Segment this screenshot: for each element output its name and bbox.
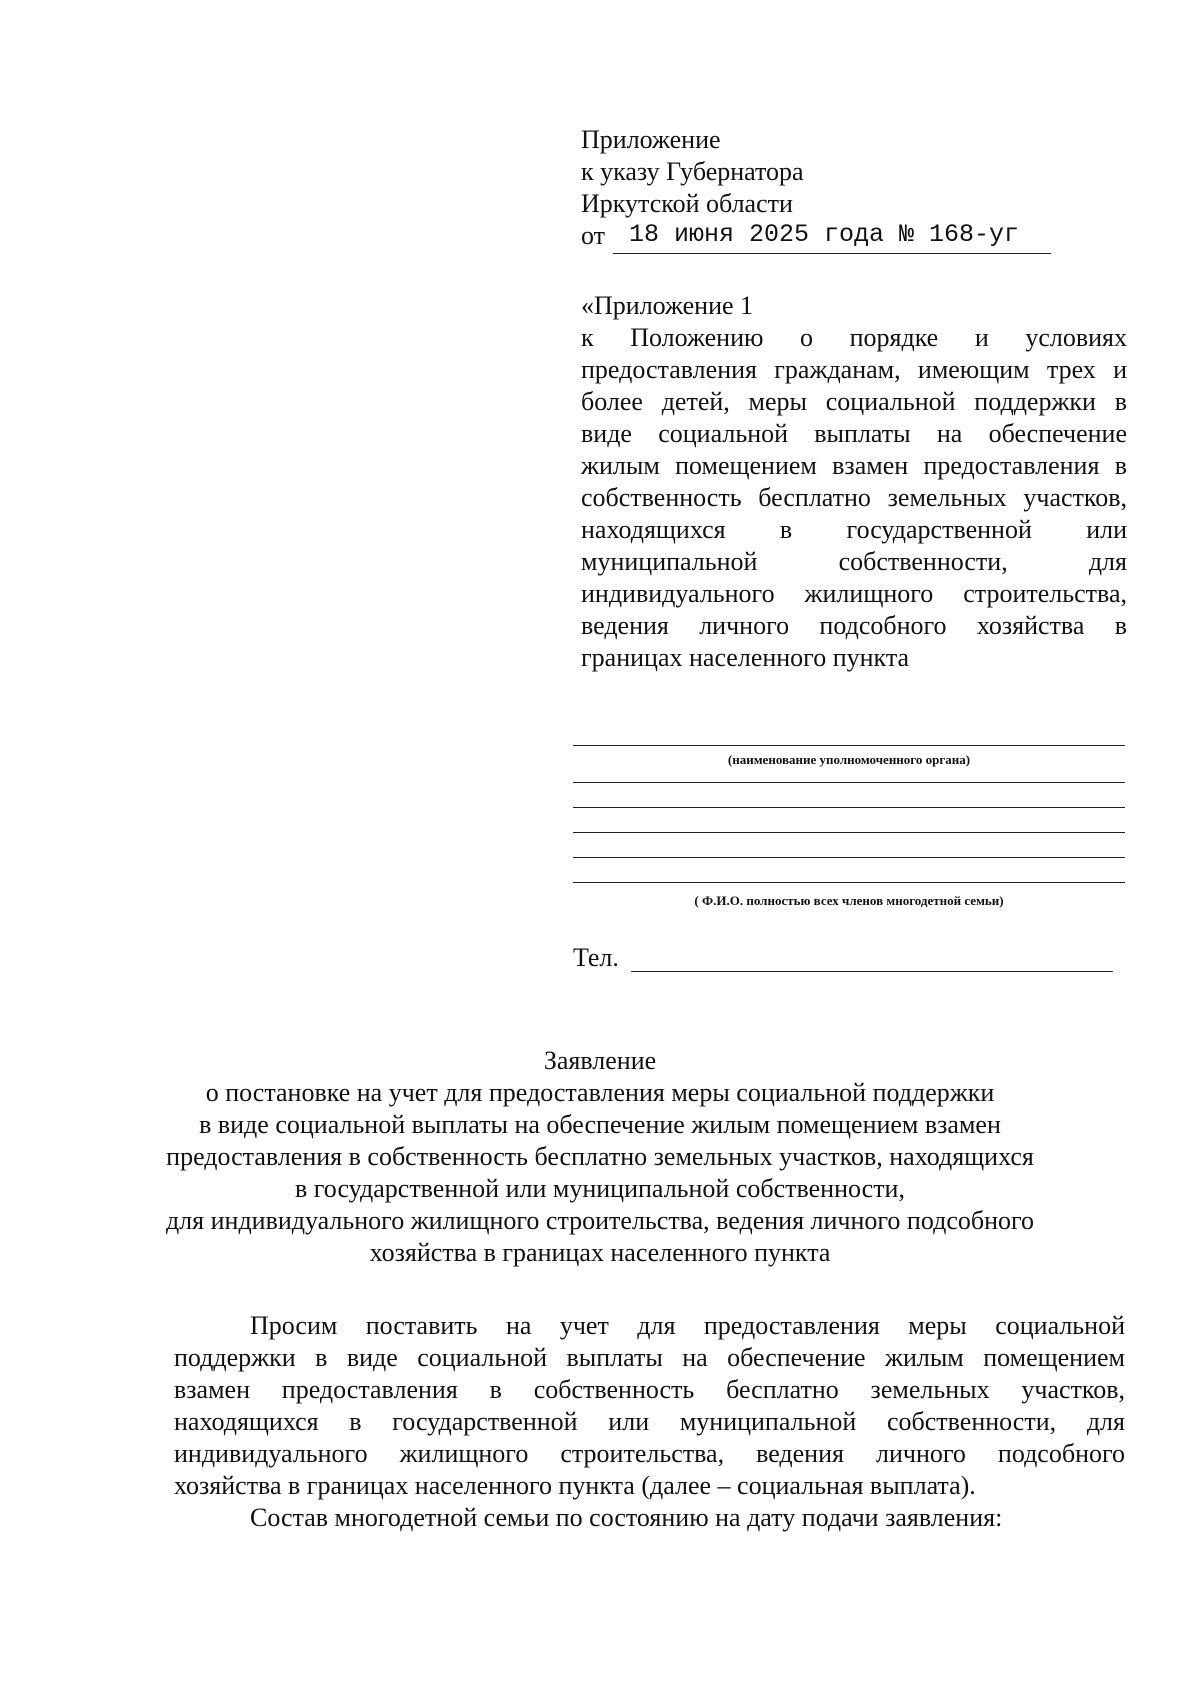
paragraph-line: взамен предоставления в собственность бесплатно земельных участков, xyxy=(174,1375,1125,1404)
date-prefix: от xyxy=(581,221,606,250)
appendix1-line: жилым помещением взамен предоставления в xyxy=(581,451,1127,480)
paragraph-line: хозяйства в границах населенного пункта (далее – социальная выплата). xyxy=(174,1471,976,1500)
appendix1-line: индивидуального жилищного строительства, xyxy=(581,579,1127,608)
appendix1-block xyxy=(581,290,1127,674)
family-name-field xyxy=(573,857,1125,858)
appendix1-line: муниципальной собственности, для xyxy=(581,547,1127,576)
appendix-header-line: к указу Губернатора xyxy=(581,157,804,186)
statement-heading xyxy=(150,1045,1050,1269)
statement-subtitle-line: для индивидуального жилищного строительства, ведения личного подсобного xyxy=(165,1206,1035,1235)
paragraph-line: находящихся в государственной или муниципальной собственности, для xyxy=(174,1407,1125,1436)
appendix1-line: виде социальной выплаты на обеспечение xyxy=(581,419,1127,448)
authority-name-field xyxy=(573,745,1125,746)
appendix-header xyxy=(581,124,1061,254)
request-paragraph xyxy=(174,1310,1125,1502)
family-caption: ( Ф.И.О. полностью всех членов многодетной семьи) xyxy=(694,893,1004,908)
appendix1-title: «Приложение 1 xyxy=(581,291,754,320)
paragraph-line: поддержки в виде социальной выплаты на обеспечение жилым помещением xyxy=(174,1343,1125,1372)
statement-title: Заявление xyxy=(543,1046,657,1075)
appendix1-line: находящихся в государственной или xyxy=(581,515,1127,544)
phone-field xyxy=(631,971,1113,972)
appendix1-line: собственность бесплатно земельных участков, xyxy=(581,483,1127,512)
statement-subtitle-line: в государственной или муниципальной собственности, xyxy=(295,1174,905,1203)
family-composition-paragraph: Состав многодетной семьи по состоянию на дату подачи заявления: xyxy=(250,1503,1003,1532)
appendix-header-line: Иркутской области xyxy=(581,189,793,218)
family-name-field xyxy=(573,782,1125,783)
statement-subtitle-line: хозяйства в границах населенного пункта xyxy=(369,1238,831,1267)
phone-field-row xyxy=(573,942,1113,976)
appendix1-line: более детей, меры социальной поддержки в xyxy=(581,387,1127,416)
family-name-field xyxy=(573,807,1125,808)
authority-caption: (наименование уполномоченного органа) xyxy=(727,752,971,767)
statement-subtitle-line: о постановке на учет для предоставления меры социальной поддержки xyxy=(205,1078,995,1107)
statement-body xyxy=(174,1310,1125,1534)
family-name-field xyxy=(573,882,1125,883)
appendix1-line: ведения личного подсобного хозяйства в xyxy=(581,611,1127,640)
paragraph-line: индивидуального жилищного строительства, ведения личного подсобного xyxy=(174,1439,1125,1468)
appendix1-line: границах населенного пункта xyxy=(581,643,910,672)
phone-label: Тел. xyxy=(573,943,619,972)
appendix1-text xyxy=(581,322,1127,674)
appendix1-line: предоставления гражданам, имеющим трех и xyxy=(581,355,1127,384)
family-name-field xyxy=(573,832,1125,833)
statement-subtitle-line: предоставления в собственность бесплатно земельных участков, находящихся xyxy=(166,1142,1034,1171)
paragraph-line: Просим поставить на учет для предоставления меры социальной xyxy=(250,1311,1125,1340)
appendix1-line: к Положению о порядке и условиях xyxy=(581,323,1127,352)
decree-date-line xyxy=(581,220,1051,254)
appendix-header-line: Приложение xyxy=(581,125,721,154)
decree-date-number: 18 июня 2025 года № 168-уг xyxy=(629,220,1020,249)
statement-subtitle-line: в виде социальной выплаты на обеспечение жилым помещением взамен xyxy=(199,1110,1001,1139)
date-underline xyxy=(613,253,1051,254)
applicant-form xyxy=(573,745,1125,909)
